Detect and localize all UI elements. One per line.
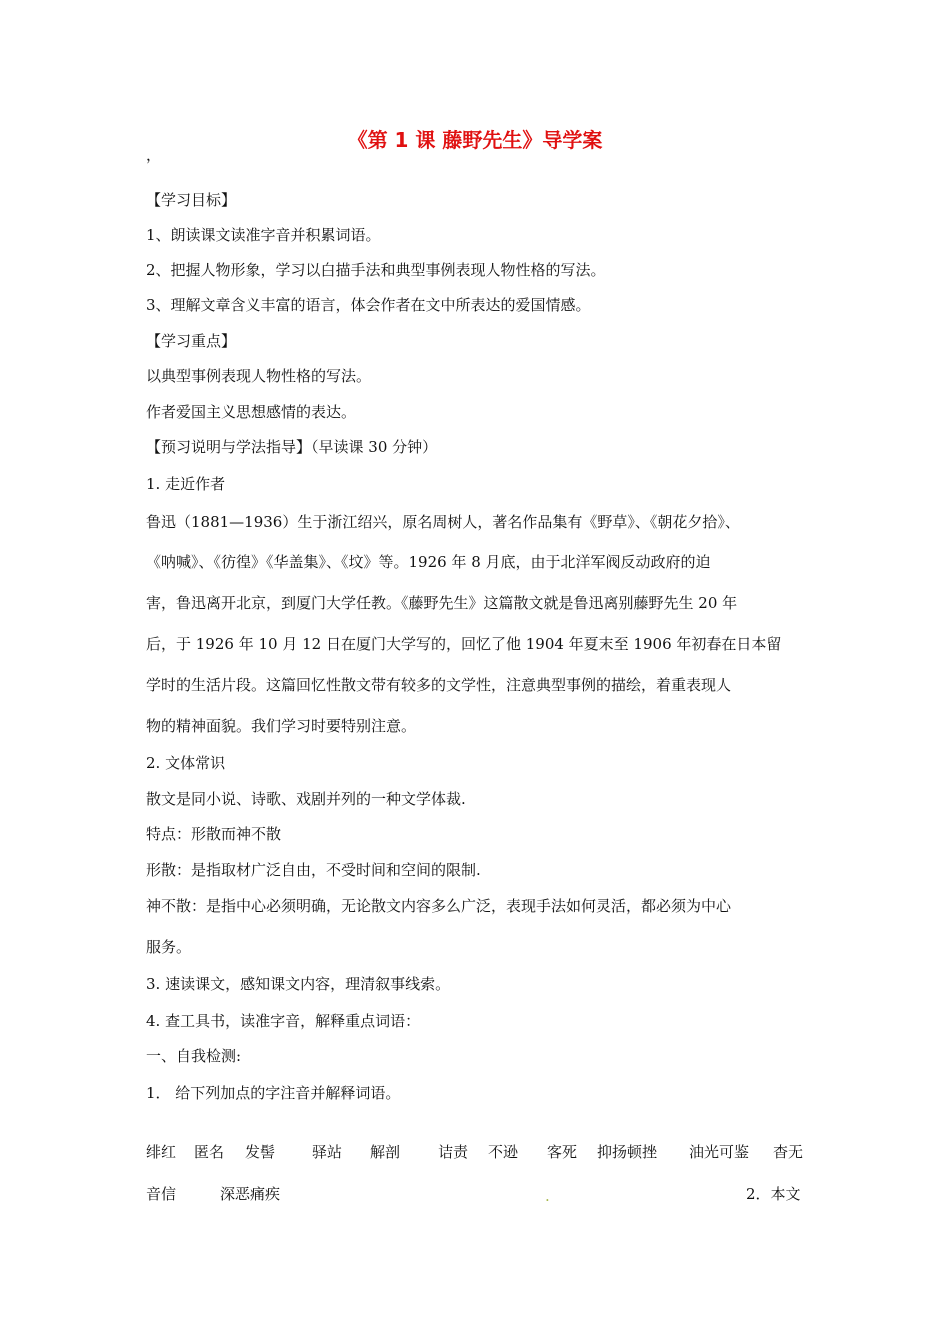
vocab-word: 抑扬顿挫 [597, 1143, 658, 1161]
vocab-word: 解剖 [370, 1143, 401, 1161]
author-paragraph-line: 学时的生活片段。这篇回忆性散文带有较多的文学性，注意典型事例的描绘，着重表现人 [146, 676, 732, 694]
exercise-1: 1． 给下列加点的字注音并解释词语。 [146, 1084, 401, 1102]
task-3: 3. 速读课文，感知课文内容，理清叙事线索。 [146, 975, 451, 993]
vocab-word: 发髻 [245, 1143, 276, 1161]
genre-feature: 特点：形散而神不散 [146, 825, 282, 843]
author-paragraph-line: 害，鲁迅离开北京，到厦门大学任教。《藤野先生》这篇散文就是鲁迅离别藤野先生 20 年 [146, 594, 738, 612]
genre-spirit: 神不散：是指中心必须明确，无论散文内容多么广泛，表现手法如何灵活，都必须为中心 [146, 897, 732, 915]
goal-1: 1、朗读课文读准字音并积累词语。 [146, 226, 381, 244]
genre-form: 形散：是指取材广泛自由，不受时间和空间的限制. [146, 861, 481, 879]
vocab-word: 杳无 [773, 1143, 804, 1161]
vocab-word: 油光可鉴 [689, 1143, 750, 1161]
genre-definition: 散文是同小说、诗歌、戏剧并列的一种文学体裁. [146, 790, 466, 808]
next-question-start: 2．本文 [746, 1185, 801, 1203]
vocab-word: 音信 [146, 1185, 177, 1203]
stray-mark: ， [146, 146, 162, 164]
vocab-word: 绯红 [146, 1143, 177, 1161]
section-author: 1. 走近作者 [146, 475, 226, 493]
goal-2: 2、把握人物形象，学习以白描手法和典型事例表现人物性格的写法。 [146, 261, 606, 279]
vocab-word: 诘责 [438, 1143, 469, 1161]
vocab-word: 客死 [547, 1143, 578, 1161]
vocab-word: 深恶痛疾 [220, 1185, 281, 1203]
vocab-word: 不逊 [488, 1143, 519, 1161]
author-paragraph-line: 鲁迅（1881—1936）生于浙江绍兴，原名周树人，著名作品集有《野草》、《朝花夕拾》、 [146, 513, 740, 531]
key-point-1: 以典型事例表现人物性格的写法。 [146, 367, 372, 385]
key-point-2: 作者爱国主义思想感情的表达。 [146, 403, 357, 421]
heading-preview-guide: 【预习说明与学法指导】（早读课 30 分钟） [146, 438, 438, 456]
task-4: 4. 查工具书，读准字音，解释重点词语： [146, 1012, 421, 1030]
heading-learning-goals: 【学习目标】 [146, 191, 237, 209]
genre-spirit-cont: 服务。 [146, 938, 192, 956]
vocab-word: 驿站 [312, 1143, 343, 1161]
vocab-word: 匿名 [194, 1143, 225, 1161]
author-paragraph-line: 物的精神面貌。我们学习时要特别注意。 [146, 717, 417, 735]
document-title: 《第 1 课 藤野先生》导学案 [347, 128, 603, 152]
section-genre: 2. 文体常识 [146, 754, 226, 772]
self-check-heading: 一、自我检测: [146, 1047, 242, 1065]
goal-3: 3、理解文章含义丰富的语言，体会作者在文中所表达的爱国情感。 [146, 296, 591, 314]
heading-key-points: 【学习重点】 [146, 332, 237, 350]
author-paragraph-line: 后，于 1926 年 10 月 12 日在厦门大学写的，回忆了他 1904 年夏末至 1906 年初春在日本留 [146, 635, 782, 653]
author-paragraph-line: 《呐喊》、《彷徨》《华盖集》、《坟》等。1926 年 8 月底，由于北洋军阀反动政府的迫 [146, 553, 711, 571]
stray-dot: . [545, 1187, 550, 1205]
